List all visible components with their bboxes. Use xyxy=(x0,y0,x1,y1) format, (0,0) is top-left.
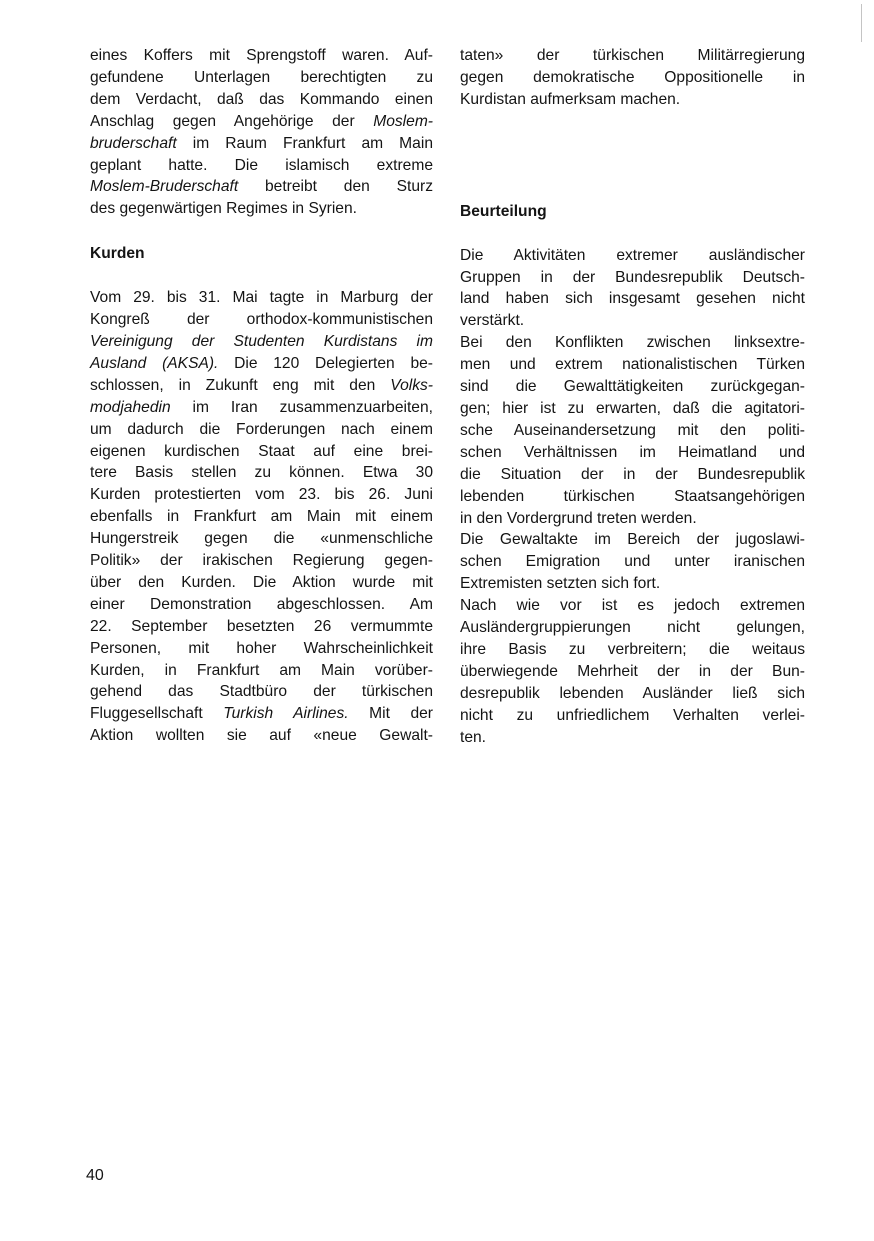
text-line: nicht zu unfriedlichem Verhalten verlei- xyxy=(460,706,805,724)
text-line: men und extrem nationalistischen Türken xyxy=(460,356,805,374)
text-line: Ausland (AKSA). Die 120 Delegierten be- xyxy=(90,354,433,372)
italic-phrase: Vereinigung der Studenten Kurdistans im xyxy=(90,332,433,350)
text-line: in den Vordergrund treten werden. xyxy=(460,509,697,527)
text-line: über den Kurden. Die Aktion wurde mit xyxy=(90,573,433,591)
left-column xyxy=(90,45,433,747)
text-line: verstärkt. xyxy=(460,312,525,330)
text-line: Nach wie vor ist es jedoch extremen xyxy=(460,597,805,615)
text-line: Aktion wollten sie auf «neue Gewalt- xyxy=(90,727,433,745)
text-line: Fluggesellschaft Turkish Airlines. Mit der xyxy=(90,705,433,723)
text-line: Personen, mit hoher Wahrscheinlichkeit xyxy=(90,639,433,657)
text-line: eigenen kurdischen Staat auf eine brei- xyxy=(90,442,433,460)
left-paragraph-1 xyxy=(90,45,433,220)
text-line: lebenden türkischen Staatsangehörigen xyxy=(460,487,805,505)
text-line: Hungerstreik gegen die «unmenschliche xyxy=(90,530,433,548)
text-line: überwiegende Mehrheit der in der Bun- xyxy=(460,662,805,680)
italic-phrase: Volks- xyxy=(390,376,433,394)
right-paragraph-5 xyxy=(460,595,805,748)
text-line: ten. xyxy=(460,728,487,746)
text-line: Die Gewaltakte im Bereich der jugoslawi- xyxy=(460,531,805,549)
left-paragraph-2 xyxy=(90,287,433,747)
text-line: Bei den Konflikten zwischen linksextre- xyxy=(460,334,805,352)
text-line: tere Basis stellen zu können. Etwa 30 xyxy=(90,464,433,482)
right-paragraph-4 xyxy=(460,529,805,595)
text-line: gegen demokratische Oppositionelle in xyxy=(460,68,805,86)
italic-phrase: modjahedin xyxy=(90,398,171,416)
right-paragraph-2 xyxy=(460,245,805,333)
italic-phrase: bruderschaft xyxy=(90,134,177,152)
text-line: gefundene Unterlagen berechtigten zu xyxy=(90,68,433,86)
text-line: Die Aktivitäten extremer ausländischer xyxy=(460,246,805,264)
section-heading-kurden: Kurden xyxy=(90,245,145,263)
text-line: Kurden, in Frankfurt am Main vorüber- xyxy=(90,661,433,679)
text-line: schlossen, in Zukunft eng mit den Volks- xyxy=(90,376,433,394)
text-line: ebenfalls in Frankfurt am Main mit einem xyxy=(90,508,433,526)
text-line: ihre Basis zu verbreitern; die weitaus xyxy=(460,640,805,658)
text-line: gen; hier ist zu erwarten, daß die agitatori- xyxy=(460,399,805,417)
text-line: schen Verhältnissen im Heimatland und xyxy=(460,443,805,461)
text-line: Extremisten setzten sich fort. xyxy=(460,575,661,593)
text-line: die Situation der in der Bundesrepublik xyxy=(460,465,805,483)
text-line: Kongreß der orthodox-kommunistischen xyxy=(90,311,433,329)
text-line: um dadurch die Forderungen nach einem xyxy=(90,420,433,438)
text-line: Anschlag gegen Angehörige der Moslem- xyxy=(90,112,433,130)
text-line: bruderschaft im Raum Frankfurt am Main xyxy=(90,134,433,152)
italic-phrase: Turkish Airlines. xyxy=(223,705,349,723)
text-line: sche Auseinandersetzung mit den politi- xyxy=(460,421,805,439)
right-paragraph-1 xyxy=(460,45,805,111)
text-line: Ausländergruppierungen nicht gelungen, xyxy=(460,619,805,637)
page-number: 40 xyxy=(86,1167,104,1184)
text-line: sind die Gewalttätigkeiten zurückgegan- xyxy=(460,378,805,396)
text-line: desrepublik lebenden Ausländer ließ sich xyxy=(460,684,805,702)
text-line: eines Koffers mit Sprengstoff waren. Auf- xyxy=(90,47,433,64)
text-line: Gruppen in der Bundesrepublik Deutsch- xyxy=(460,268,805,286)
text-line: einer Demonstration abgeschlossen. Am xyxy=(90,595,433,613)
text-line: Politik» der irakischen Regierung gegen- xyxy=(90,552,433,570)
text-line: des gegenwärtigen Regimes in Syrien. xyxy=(90,200,357,218)
text-line: dem Verdacht, daß das Kommando einen xyxy=(90,90,433,108)
text-line: gehend das Stadtbüro der türkischen xyxy=(90,683,433,701)
italic-phrase: Moslem- xyxy=(373,112,433,130)
text-line: Vom 29. bis 31. Mai tagte in Marburg der xyxy=(90,289,433,307)
text-line: taten» der türkischen Militärregierung xyxy=(460,47,805,64)
text-line: Kurden protestierten vom 23. bis 26. Juni xyxy=(90,486,433,504)
text-line: Kurdistan aufmerksam machen. xyxy=(460,90,681,108)
text-line: geplant hatte. Die islamisch extreme xyxy=(90,156,433,174)
text-line: Moslem-Bruderschaft betreibt den Sturz xyxy=(90,178,433,196)
text-line: 22. September besetzten 26 vermummte xyxy=(90,617,433,635)
italic-phrase: Moslem-Bruderschaft xyxy=(90,178,239,196)
right-column xyxy=(460,45,805,748)
section-heading-beurteilung: Beurteilung xyxy=(460,202,547,220)
text-line: schen Emigration und unter iranischen xyxy=(460,553,805,571)
right-paragraph-3 xyxy=(460,332,805,529)
text-line: land haben sich insgesamt gesehen nicht xyxy=(460,290,805,308)
text-line: modjahedin im Iran zusammenzuarbeiten, xyxy=(90,398,433,416)
scan-edge-mark xyxy=(861,4,862,42)
italic-phrase: Ausland (AKSA). xyxy=(90,354,219,372)
text-line xyxy=(90,331,433,353)
